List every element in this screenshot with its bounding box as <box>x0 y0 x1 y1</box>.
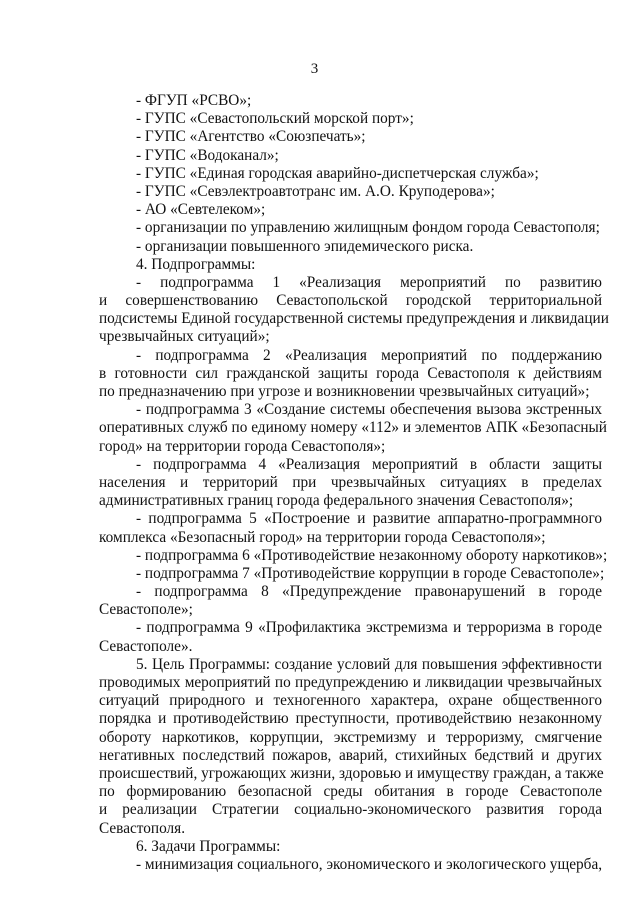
text-line: - подпрограмма 5 «Построение и развитие аппаратно-программного <box>136 510 602 528</box>
text-line: - ГУПС «Агентство «Союзпечать»; <box>136 128 366 146</box>
text-line: - ФГУП «РСВО»; <box>136 92 252 109</box>
text-line: Севастополе». <box>99 637 193 655</box>
text-line: в готовности сил гражданской защиты города Севастополя к действиям <box>99 364 602 382</box>
text-line: город» на территории города Севастополя»; <box>99 437 386 455</box>
text-line: - организации по управлению жилищным фондом города Севастополя; <box>136 219 600 237</box>
text-line: - подпрограмма 7 «Противодействие коррупции в городе Севастополе»; <box>136 564 605 582</box>
text-line: чрезвычайных ситуаций»; <box>99 328 270 346</box>
text-line: по предназначению при угрозе и возникновении чрезвычайных ситуаций»; <box>99 383 590 400</box>
text-line: - АО «Севтелеком»; <box>136 201 266 219</box>
text-line: 5. Цель Программы: создание условий для повышения эффективности <box>136 655 602 673</box>
text-line: порядка и противодействию преступности, противодействию незаконному <box>99 710 602 728</box>
text-line: комплекса «Безопасный город» на территории города Севастополя»; <box>99 528 546 546</box>
text-line: оперативных служб по единому номеру «112» и элементов АПК «Безопасный <box>99 419 607 437</box>
text-line: 4. Подпрограммы: <box>136 255 256 273</box>
text-line: 6. Задачи Программы: <box>136 837 281 855</box>
text-line: - подпрограмма 2 «Реализация мероприятий по поддержанию <box>136 346 602 364</box>
text-line: - ГУПС «Единая городская аварийно-диспетчерская служба»; <box>136 164 539 182</box>
text-line: - организации повышенного эпидемического риска. <box>136 237 474 255</box>
text-line: - подпрограмма 4 «Реализация мероприятий в области защиты <box>136 455 602 473</box>
text-line: происшествий, угрожающих жизни, здоровью и имуществу граждан, а также <box>99 764 604 782</box>
text-line: негативных последствий пожаров, аварий, стихийных бедствий и других <box>99 746 602 764</box>
text-line: обороту наркотиков, коррупции, экстремизму и терроризму, смягчение <box>99 728 602 746</box>
text-line: - минимизация социального, экономического и экологического ущерба, <box>136 855 603 873</box>
text-line: по формированию безопасной среды обитания в городе Севастополе <box>99 783 602 801</box>
document-body <box>99 92 609 874</box>
text-line: подсистемы Единой государственной системы предупреждения и ликвидации <box>99 310 609 328</box>
text-line: проводимых мероприятий по предупреждению и ликвидации чрезвычайных <box>99 674 602 691</box>
text-line: - подпрограмма 3 «Создание системы обеспечения вызова экстренных <box>136 401 602 419</box>
text-line: - подпрограмма 8 «Предупреждение правонарушений в городе <box>136 583 602 601</box>
text-line: - подпрограмма 9 «Профилактика экстремизма и терроризма в городе <box>136 619 602 637</box>
text-line: Севастополя. <box>99 819 186 837</box>
text-line: - ГУПС «Севэлектроавтотранс им. А.О. Круподерова»; <box>136 182 495 200</box>
text-line: - подпрограмма 6 «Противодействие незаконному обороту наркотиков»; <box>136 546 608 564</box>
text-line: административных границ города федерального значения Севастополя»; <box>99 492 574 510</box>
text-line: и совершенствованию Севастопольской городской территориальной <box>99 292 602 310</box>
text-line: населения и территорий при чрезвычайных ситуациях в пределах <box>99 473 602 491</box>
text-line: - ГУПС «Водоканал»; <box>136 146 279 164</box>
text-line: - ГУПС «Севастопольский морской порт»; <box>136 110 414 128</box>
text-line: ситуаций природного и техногенного характера, охране общественного <box>99 692 602 710</box>
page-number: 3 <box>310 61 319 77</box>
text-line: Севастополе»; <box>99 601 193 619</box>
text-line: и реализации Стратегии социально-экономического развития города <box>99 801 602 819</box>
text-line: - подпрограмма 1 «Реализация мероприятий по развитию <box>136 273 602 291</box>
